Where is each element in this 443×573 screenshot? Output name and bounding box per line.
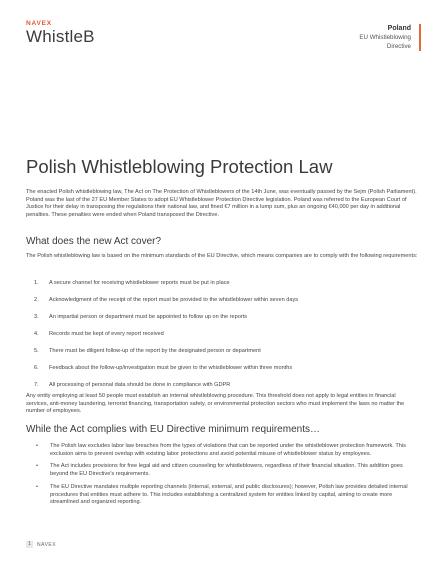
list-text: Records must be kept of every report received xyxy=(49,331,164,337)
section-heading-eu-comparison: While the Act complies with EU Directive minimum requirements… xyxy=(26,424,320,435)
bullet-icon: • xyxy=(36,483,38,490)
section-heading-act-cover: What does the new Act cover? xyxy=(26,236,162,247)
list-item xyxy=(26,280,418,297)
page-number: 1 xyxy=(26,541,33,548)
employer-threshold-paragraph: Any entity employing at least 50 people must establish an internal whistleblowing procedure. This threshold does not apply to legal entities in financial services, anti-money laundering, terrorist financing, transportation safety, or environmental protection sectors who must implement the laws no matter the number of employees. xyxy=(26,393,405,415)
list-number: 6. xyxy=(34,365,39,371)
list-text: An impartial person or department must be appointed to follow up on the reports xyxy=(49,314,248,320)
list-text: Acknowledgment of the receipt of the report must be provided to the whistleblower within seven days xyxy=(49,297,299,303)
list-number: 7. xyxy=(34,382,39,388)
topic-line-1: EU Whistleblowing xyxy=(359,34,411,41)
list-number: 5. xyxy=(34,348,39,354)
list-text: A secure channel for receiving whistleblower reports must be put in place xyxy=(49,280,230,286)
document-tag xyxy=(359,24,421,51)
section-lead-paragraph: The Polish whistleblowing law is based on the minimum standards of the EU Directive, which means companies are to comply with the following requirements: xyxy=(26,253,418,259)
country-label: Poland xyxy=(387,25,411,32)
list-number: 2. xyxy=(34,297,39,303)
requirements-list xyxy=(26,280,418,399)
bullet-text: The Act includes provisions for free legal aid and citizen counseling for whistleblowers, regardless of their financial situation. This addition goes beyond the EU Directive's requirements. xyxy=(50,463,403,478)
topic-line-2: Directive xyxy=(386,42,411,50)
list-item xyxy=(26,348,418,365)
logo-brand-navex: NAVEX xyxy=(26,20,52,27)
list-number: 1. xyxy=(34,280,39,286)
bullet-icon: • xyxy=(36,463,38,470)
list-text: Feedback about the follow-up/investigation must be given to the whistleblower within three months xyxy=(49,365,293,371)
list-item xyxy=(26,365,418,382)
list-number: 4. xyxy=(34,331,39,337)
bullet-item xyxy=(26,484,418,507)
footer-brand: NAVEX xyxy=(37,541,57,548)
page-footer xyxy=(26,541,56,548)
list-text: All processing of personal data should be done in compliance with GDPR xyxy=(49,382,231,388)
list-item xyxy=(26,297,418,314)
logo-brand-whistleb: WhistleB xyxy=(26,27,95,46)
differences-list xyxy=(26,443,418,512)
bullet-text: The Polish law excludes labor law breaches from the types of violations that can be reported under the whistleblower protection framework. This exclusion aims to prevent overlap with existing labor protections and avoid potential misuse of whistleblower status by employees. xyxy=(50,443,406,457)
page-title: Polish Whistleblowing Protection Law xyxy=(26,156,333,177)
list-item xyxy=(26,314,418,331)
bullet-item xyxy=(26,443,418,458)
list-item xyxy=(26,331,418,348)
navex-whistleb-logo xyxy=(26,20,95,46)
intro-paragraph: The enacted Polish whistleblowing law, The Act on The Protection of Whistleblowers of the 14th June, was eventually passed by the Sejm (Polish Parliament). Poland was the last of the 27 EU Member States to adopt EU Whistleblower Protection Directive legislation. Poland was referred to the European Court of Justice for their delay in transposing the regulations their national law, and fined €7 million in a lump sum, plus an ongoing €40,000 per day in additional penalties. These penalties were ended when Poland transposed the Directive. xyxy=(26,189,417,219)
bullet-item xyxy=(26,463,418,478)
list-text: There must be diligent follow-up of the report by the designated person or department xyxy=(49,348,261,354)
list-number: 3. xyxy=(34,314,39,320)
bullet-icon: • xyxy=(36,443,38,449)
bullet-text: The EU Directive mandates multiple reporting channels (internal, external, and public disclosures); however, Polish law provides detailed internal procedures that entities must adhere to. This includes establishing a centralized system for entities linked by capital, aiming to create more streamlined and organized reporting. xyxy=(50,483,408,506)
